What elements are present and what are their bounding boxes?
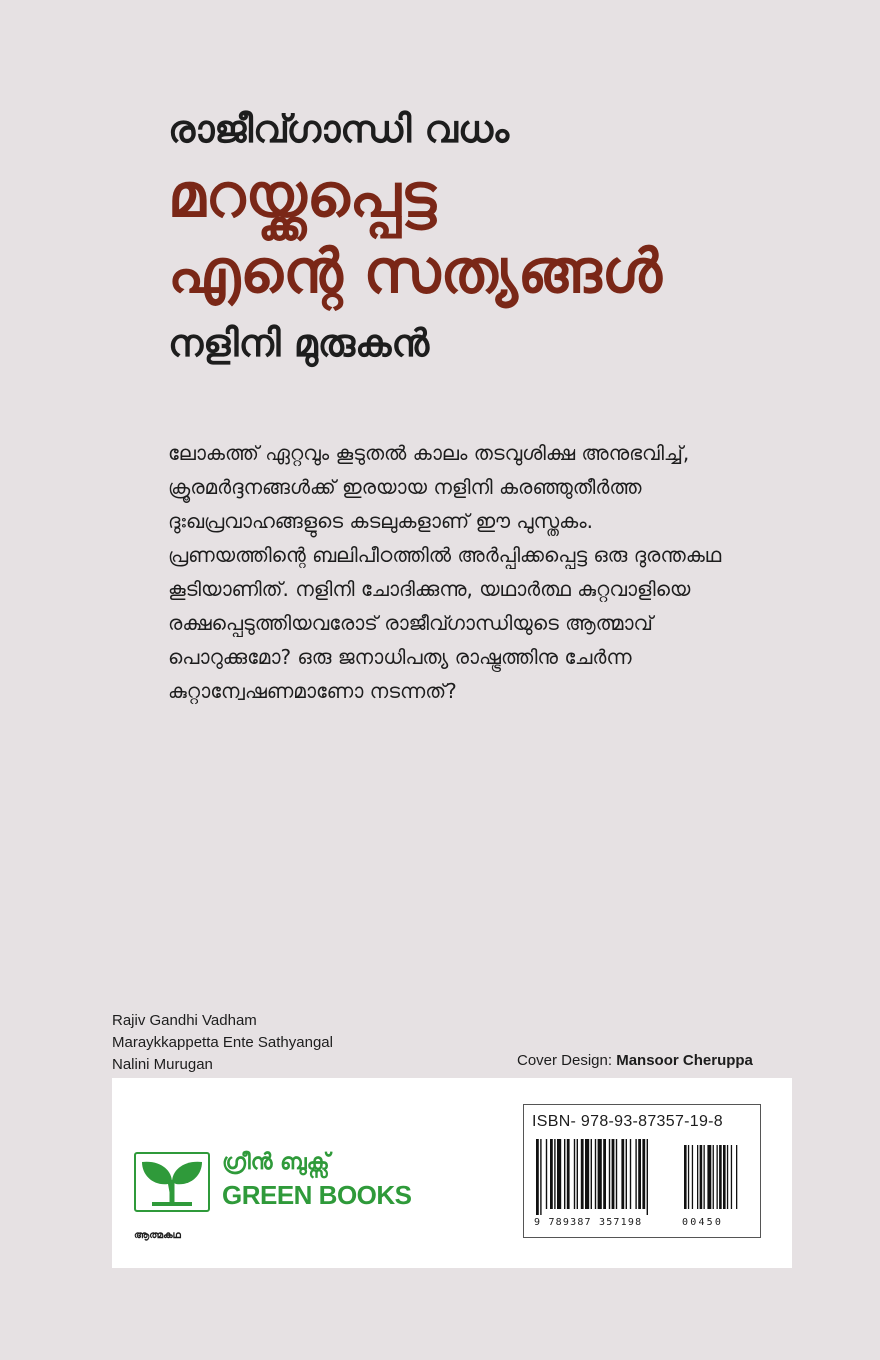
barcode-bar	[557, 1139, 561, 1209]
barcode-addon-bar	[684, 1145, 687, 1209]
barcode-bar	[577, 1139, 578, 1209]
blurb-line: കുറ്റാന്വേഷണമാണോ നടന്നത്?	[168, 679, 457, 703]
addon-digits: 00450	[682, 1217, 724, 1228]
barcode-addon-bar	[719, 1145, 722, 1209]
barcode-bar	[574, 1139, 575, 1209]
title-line-1: മറയ്ക്കപ്പെട്ട	[168, 161, 437, 231]
barcode-bar	[635, 1139, 636, 1209]
title-block	[168, 100, 808, 372]
blurb	[168, 436, 808, 708]
barcode-bar	[609, 1139, 610, 1209]
barcode-addon-bar	[736, 1145, 737, 1209]
english-title: Rajiv Gandhi Vadham	[112, 1012, 257, 1029]
blurb-line: ലോകത്ത് ഏറ്റവും കൂടുതൽ കാലം തടവുശിക്ഷ അനുഭവിച്ച്,	[168, 441, 690, 465]
blurb-line: പൊറുക്കുമോ? ഒരു ജനാധിപത്യ രാഷ്ട്രത്തിനു ചേർന്ന	[168, 645, 632, 669]
author-name: നളിനി മുരുകൻ	[168, 321, 430, 365]
barcode-bar	[581, 1139, 584, 1209]
barcode-addon-bar	[713, 1145, 714, 1209]
barcode-bar	[550, 1139, 553, 1209]
blurb-line: കൂടിയാണിത്. നളിനി ചോദിക്കുന്നു, യഥാർത്ഥ കുറ്റവാളിയെ	[168, 577, 691, 601]
barcode-bar	[642, 1139, 645, 1209]
barcode-bar	[567, 1139, 570, 1209]
barcode-icon	[532, 1139, 754, 1217]
subtitle: രാജീവ്ഗാന്ധി വധം	[168, 107, 510, 151]
english-subtitle: Maraykkappetta Ente Sathyangal	[112, 1034, 333, 1051]
barcode-bar	[591, 1139, 592, 1209]
barcode-bar	[554, 1139, 555, 1209]
barcode-addon-bar	[731, 1145, 732, 1209]
barcode-bar	[546, 1139, 547, 1209]
barcode-addon-bar	[704, 1145, 705, 1209]
barcode-bar	[540, 1139, 541, 1215]
barcode-addon-bar	[727, 1145, 728, 1209]
cover-design-label: Cover Design:	[517, 1052, 617, 1069]
barcode-addon-bar	[697, 1145, 698, 1209]
cover-designer-name: Mansoor Cheruppa	[616, 1052, 753, 1069]
barcode-bar	[638, 1139, 641, 1209]
barcode-addon-bar	[692, 1145, 693, 1209]
barcode-bar	[621, 1139, 624, 1209]
barcode-bar	[536, 1139, 539, 1215]
isbn-label: ISBN- 978-93-87357-19-8	[532, 1113, 724, 1130]
blurb-line: പ്രണയത്തിന്റെ ബലിപീഠത്തിൽ അർപ്പിക്കപ്പെട്ട ഒരു ദുരന്തകഥ	[168, 543, 722, 567]
barcode-addon-bar	[707, 1145, 711, 1209]
sprout-logo-icon	[134, 1152, 210, 1212]
blurb-line: രക്ഷപ്പെടുത്തിയവരോട് രാജീവ്ഗാന്ധിയുടെ ആത്മാവ്	[168, 611, 653, 635]
blurb-line: ദുഃഖപ്രവാഹങ്ങളുടെ കടലുകളാണ് ഈ പുസ്തകം.	[168, 509, 593, 533]
barcode-bar	[612, 1139, 615, 1209]
title-line-2: എന്റെ സത്യങ്ങൾ	[168, 237, 662, 307]
english-title-info	[112, 1010, 333, 1076]
barcode-addon-bar	[723, 1145, 726, 1209]
publisher-name-ml: ഗ്രീൻ ബുക്സ്	[222, 1150, 330, 1175]
publisher-name-en: GREEN BOOKS	[222, 1180, 412, 1210]
barcode-bar	[603, 1139, 606, 1209]
barcode-addon-bar	[717, 1145, 718, 1209]
cover-design-credit	[517, 1052, 753, 1069]
barcode-addon-bar	[688, 1145, 689, 1209]
ean-digits: 9 789387 357198	[534, 1217, 643, 1228]
barcode-bar	[630, 1139, 631, 1209]
barcode-bar	[616, 1139, 617, 1209]
barcode-bar	[595, 1139, 596, 1209]
publisher-band	[112, 1078, 792, 1268]
barcode-bar	[598, 1139, 602, 1209]
genre-label: ആത്മകഥ	[134, 1230, 181, 1241]
barcode-bar	[585, 1139, 589, 1209]
english-author: Nalini Murugan	[112, 1056, 213, 1073]
barcode-bar	[564, 1139, 565, 1209]
barcode-bar	[647, 1139, 648, 1215]
barcode-bar	[626, 1139, 627, 1209]
blurb-line: ക്രൂരമർദ്ദനങ്ങൾക്ക് ഇരയായ നളിനി കരഞ്ഞുതീർത്ത	[168, 475, 642, 499]
barcode-addon-bar	[700, 1145, 703, 1209]
barcode-box	[523, 1104, 761, 1238]
